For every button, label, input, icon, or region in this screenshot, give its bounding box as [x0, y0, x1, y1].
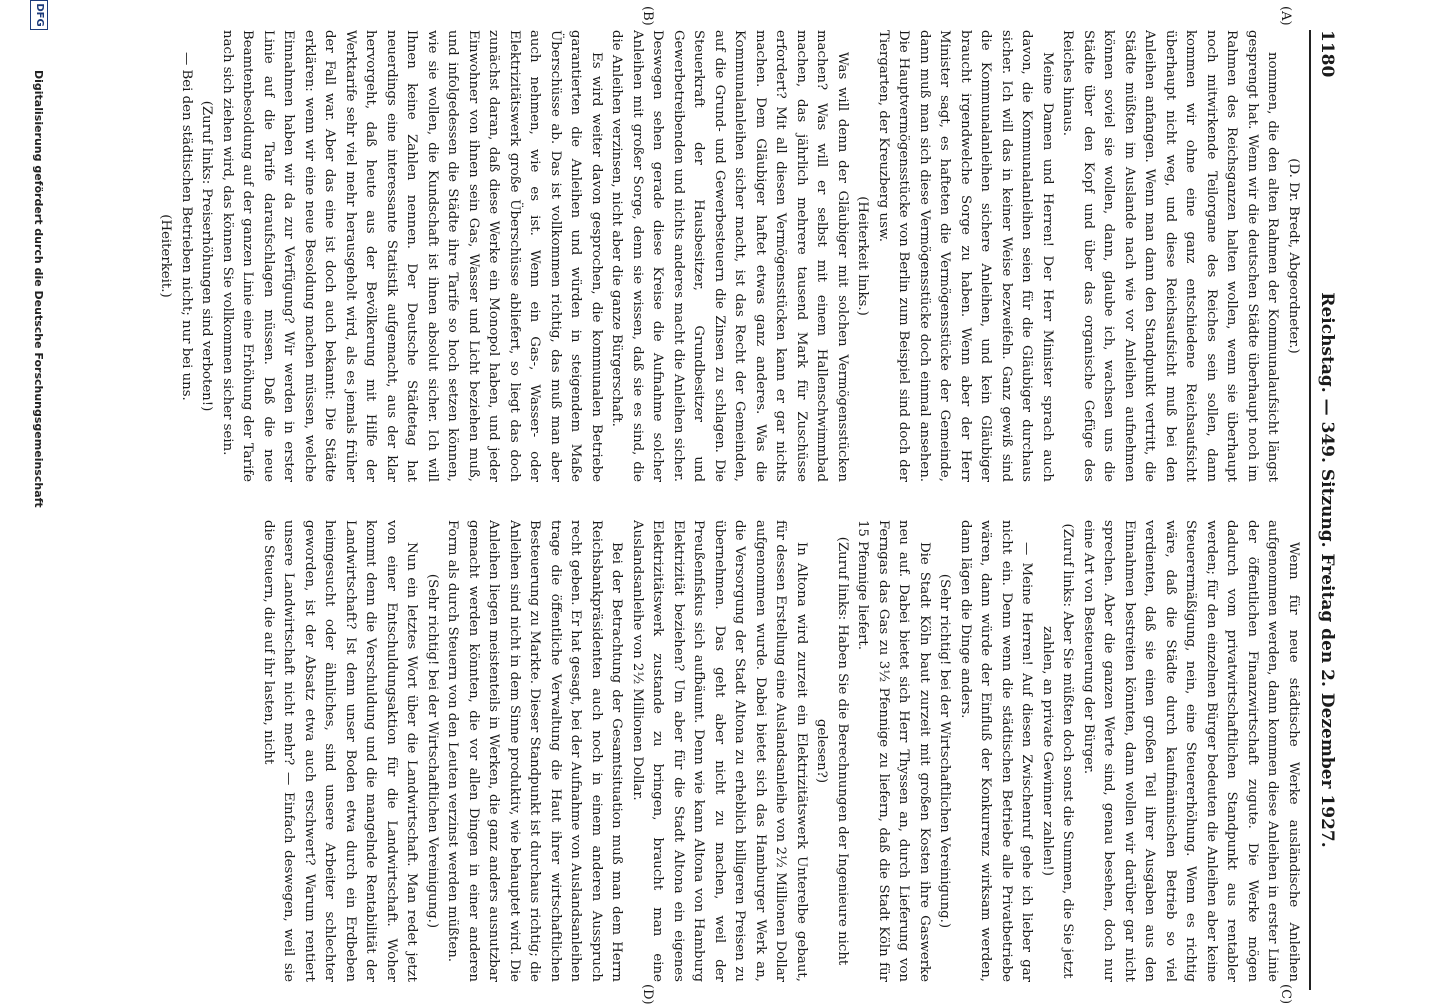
page-number: 1180: [1317, 30, 1337, 78]
paragraph: Die Stadt Köln baut zurzeit mit großen Kosten ihre Gaswerke neu auf. Dabei bietet sich Herr Thyssen an, durch Lieferung von Ferngas das Gas zu 3½ Pfennige zu liefern, daß die Stadt Köln für 15 Pfennige liefert.: [855, 520, 932, 982]
paragraph: Bei der Betrachtung der Gesamtsituation muß man dem Herrn Reichsbankpräsidenten auch noch in einem anderen Ausspruch recht geben. Er hat gesagt, bei der Aufnahme von Auslandsanleihen trage die öffentliche Verwaltung die Haut ihrer wirtschaftlichen Besteuerung zu Markte. Dieser Standpunkt ist durchaus richtig; die Anleihen sind nicht in dem Sinne produktiv, wie behauptet wird. Die Anleihen liegen meistenteils in Werken, die ganz anders ausnutzbar gemacht werden könnten, die vor allen Dingen in einer anderen Form als durch Steuern von den Leuten verzinst werden müßten.: [445, 520, 625, 982]
paragraph: Es wird weiter davon gesprochen, die kommunalen Betriebe garantierten die Anleihen und würden in steigendem Maße Überschüsse ab. Das ist vollkommen richtig, das muß man aber auch nehmen, wie es ist. Wenn ein Gas-, Wasser- oder Elektrizitätswerk große Überschüsse abliefert, so liegt das doch zunächst daran, daß diese Werke ein Monopol haben, und jeder Einwohner von ihnen sein Gas, Wasser und Licht beziehen muß, und infolgedessen die Städte ihre Tarife so hoch setzen können, wie sie wollen, die Kundschaft ist ihnen absolut sicher. Ich will Ihnen keine Zahlen nennen. Der Deutsche Städtetag hat neuerdings eine interessante Statistik aufgemacht, aus der klar hervorgeht, daß heute aus der Bevölkerung mit Hilfe der Werktarife sehr viel mehr herausgeholt wird, als es jemals früher der Fall war. Aber das eine ist doch auch bekannt: Die Städte erklären: wenn wir eine neue Besoldung machen müssen, welche Einnahmen haben wir da zur Verfügung? Wir werden in erster Linie auf die Tarife daraufschlagen müssen. Daß die neue Beamtenbesoldung auf der ganzen Linie eine Erhöhung der Tarife nach sich ziehen wird, das können Sie vollkommen sicher sein.: [220, 30, 604, 482]
paragraph: Wenn für neue städtische Werke ausländische Anleihen aufgenommen werden, dann kommen diese Anleihen in erster Linie der öffentlichen Finanzwirtschaft zugute. Die Werke mögen dadurch vom privatwirtschaftlichen Standpunkt aus rentabler werden; für den einzelnen Bürger bedeuten die Anleihen aber keine Steuerermäßigung, nein, eine Steuererhöhung. Wenn es richtig wäre, daß die Städte durch kaufmännischen Betrieb so viel verdienten, daß sie einen großen Teil ihrer Ausgaben aus den Einnahmen bestreiten könnten, dann wollen wir darüber gar nicht sprechen. Aber die ganzen Werte sind, genau besehen, doch nur eine Art von Besteuerung der Bürger.: [1081, 520, 1301, 982]
paragraph: Nun ein letztes Wort über die Landwirtschaft. Man redet jetzt von einer Entschuldungsaktion für die Landwirtschaft. Woher kommt denn die Verschuldung und die mangelnde Rentabilität der Landwirtschaft? Ist denn unser Boden etwa durch ein Erdbeben heimgesucht oder ähnliches, sind unsere Arbeiter schlechter geworden, ist der Absatz etwa auch erschwert? Warum rentiert unsere Landwirtschaft nicht mehr? — Einfach deswegen, weil sie die Steuern, die auf ihr lasten, nicht: [261, 520, 420, 982]
header-rule: [1309, 30, 1311, 990]
interjection: (Zuruf links: Preiserhöhungen sind verboten!): [199, 100, 215, 412]
interjection: (Heiterkeit links.): [855, 196, 871, 316]
margin-letter-c: (C): [1278, 984, 1293, 1005]
paragraph: In Altona wird zurzeit ein Elektrizitätswerk Unterelbe gebaut, für dessen Erstellung eine Auslandsanleihe von 2½ Millionen Dollar aufgenommen wurde. Dabei bietet sich das Hamburger Werk an, die Versorgung der Stadt Altona zu erheblich billigeren Preisen zu übernehmen. Das geht aber nicht zu machen, weil der Preußenfiskus sich aufbäumt. Denn wie kann Altona von Hamburg Elektrizität beziehen? Um aber für die Stadt Altona ein eigenes Elektrizitätswerk zustande zu bringen, braucht man eine Auslandsanleihe von 2½ Millionen Dollar.: [630, 520, 809, 982]
page-title: Reichstag. — 349. Sitzung. Freitag den 2. Dezember 1927.: [1317, 292, 1337, 848]
interjection: (Heiterkeit.): [158, 214, 174, 298]
footer-credit: Digitalisierung gefördert durch die Deutsche Forschungsgemeinschaft: [32, 70, 45, 508]
paragraph: — Meine Herren! Auf diesen Zwischenruf gehe ich lieber gar nicht ein. Denn wenn die städtischen Betriebe alle Privatbetriebe wären, dann würde der Einfluß der Konkurrenz wirksam werden, dann lägen die Dinge anders.: [958, 520, 1035, 982]
interjection: (Zuruf links: Aber Sie müßten doch sonst die Summen, die Sie jetzt zahlen, an private Gewinner zahlen!): [1040, 523, 1076, 979]
interjection: (D. Dr. Bredt, Abgeordneter.): [1286, 158, 1301, 354]
text-column-right: [103, 520, 1303, 982]
dfg-logo: DFG: [30, 0, 48, 30]
interjection: (Zuruf links: Haben Sie die Berechnungen der Ingenieure nicht gelesen?): [814, 536, 850, 966]
margin-letter-a: (A): [1278, 6, 1293, 26]
paragraph: Meine Damen und Herren! Der Herr Minister sprach auch davon, die Kommunalanleihen seien für die Gläubiger durchaus sicher. Ich will das in keiner Weise bezweifeln. Ganz gewiß sind die Kommunalanleihen sichere Anleihen, und kein Gläubiger braucht irgendwelche Sorge zu haben. Wenn aber der Herr Minister sagt, es hafteten die Vermögensstücke der Gemeinde, dann muß man sich diese Vermögensstücke doch einmal ansehen. Die Hauptvermögensstücke von Berlin zum Beispiel sind doch der Tiergarten, der Kreuzberg usw.: [876, 30, 1055, 482]
margin-letter-b: (B): [640, 6, 655, 26]
interjection: (Sehr richtig! bei der Wirtschaftlichen Vereinigung.): [937, 573, 953, 929]
paragraph: Was will denn der Gläubiger mit solchen Vermögensstücken machen? Was will er selbst mit einem Hallenschwimmbad machen, das jährlich mehrere tausend Mark für Zuschüsse erfordert? Mit all diesen Vermögensstücken kann er gar nichts machen. Dem Gläubiger haftet etwas ganz anderes. Was die Kommunalanleihen sicher macht, ist das Recht der Gemeinden, auf die Grund- und Gewerbesteuern die Zinsen zu schlagen. Die Steuerkraft der Hausbesitzer, Grundbesitzer und Gewerbetreibenden und nichts anderes macht die Anleihen sicher. Deswegen sehen gerade diese Kreise die Aufnahme solcher Anleihen mit großer Sorge, denn sie wissen, daß sie es sind, die die Anleihen verzinsen, nicht aber die ganze Bürgerschaft.: [609, 30, 850, 482]
margin-letter-d: (D): [640, 984, 655, 1005]
paragraph: — Bei den städtischen Betrieben nicht; nur bei uns.: [179, 52, 194, 401]
text-column-left: [103, 30, 1303, 482]
interjection: (Sehr richtig! bei der Wirtschaftlichen Vereinigung.): [425, 573, 440, 929]
paragraph: nommen, die den alten Rahmen der Kommunalaufsicht längst gesprengt hat. Wenn wir die deutschen Städte überhaupt noch im Rahmen des Reichsganzen halten wollen, wenn sie überhaupt noch mitwirkende Teilorgane des Reiches sein sollen, dann kommen wir ohne eine ganz entschiedene Reichsaufsicht überhaupt nicht weg, und diese Reichsaufsicht muß bei den Anleihen anfangen. Wenn man dann den Standpunkt vertritt, die Städte müßten im Auslande nach wie vor Anleihen aufnehmen können soviel sie wollen, dann, glaube ich, wachsen uns die Städte über den Kopf und über das organische Gefüge des Reiches hinaus.: [1060, 30, 1281, 482]
document-page: [32, 0, 1345, 1005]
page-header: [1307, 30, 1337, 990]
